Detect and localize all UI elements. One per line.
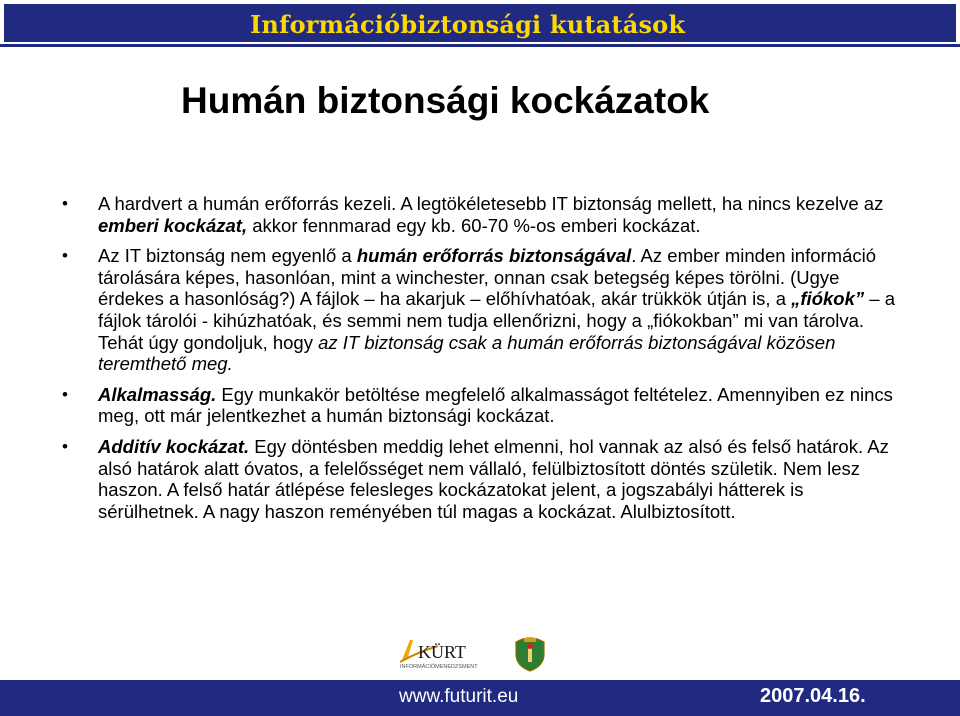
list-item: • A hardvert a humán erőforrás kezeli. A legtökéletesebb IT biztonság mellett, ha nincs kezelve az emberi kockázat, akkor fennmarad egy kb. 60-70 %-os emberi kockázat.: [62, 193, 884, 236]
bullet-list: [62, 193, 907, 531]
slide-title: Humán biztonsági kockázatok: [181, 80, 710, 121]
header-title: Információbiztonsági kutatások: [250, 10, 686, 39]
header-banner: [4, 4, 956, 42]
kurt-logo-text: KÜRT: [418, 642, 466, 662]
header-bar: [0, 0, 960, 47]
list-item: • Alkalmasság. Egy munkakör betöltése megfelelő alkalmasságot feltételez. Amennyiben ez nincs meg, ott már jelentkezhet a humán biztonsági kockázat.: [62, 383, 893, 427]
bullet-icon: •: [62, 436, 68, 456]
list-item: • Az IT biztonság nem egyenlő a humán erőforrás biztonságával. Az ember minden információ tárolására képes, hasonlóan, mint a winchester, onnan csak betegség képes törölni. (Ugye érdekes a hasonlóság?) A fájlok – ha akarjuk – előhívhatóak, akár trükkök útján is, a „fiókok” – a fájlok tárolói - kihúzhatóak, és semmi nem tudja ellenőrizni, hogy a „fiókokban” mi van tárolva. Tehát úgy gondoljuk, hogy az IT biztonság csak a humán erőforrás biztonságával közösen teremthető meg.: [62, 245, 895, 375]
kurt-logo-subtext: INFORMÁCIÓMENEDZSMENT: [400, 664, 478, 670]
bullet-icon: •: [62, 246, 68, 266]
footer-date: 2007.04.16.: [760, 685, 866, 707]
list-item: • Additív kockázat. Egy döntésben meddig lehet elmenni, hol vannak az alsó és felső határok. Az alsó határok alatt óvatos, a felelősséget nem vállaló, felülbiztosított döntés születik. Nem lesz haszon. A felső határ átlépése felesleges kockázatokat jelent, a jogszabályi hátterek is sérülhetnek. A nagy haszon reményében túl magas a kockázat. Alulbiztosított.: [62, 435, 889, 522]
footer-url[interactable]: www.futurit.eu: [399, 686, 519, 707]
bullet-icon: •: [62, 194, 68, 213]
footer-bar: [0, 680, 960, 716]
coat-of-arms-icon: [512, 632, 548, 672]
kurt-logo: [398, 634, 488, 670]
bullet-icon: •: [62, 384, 68, 404]
